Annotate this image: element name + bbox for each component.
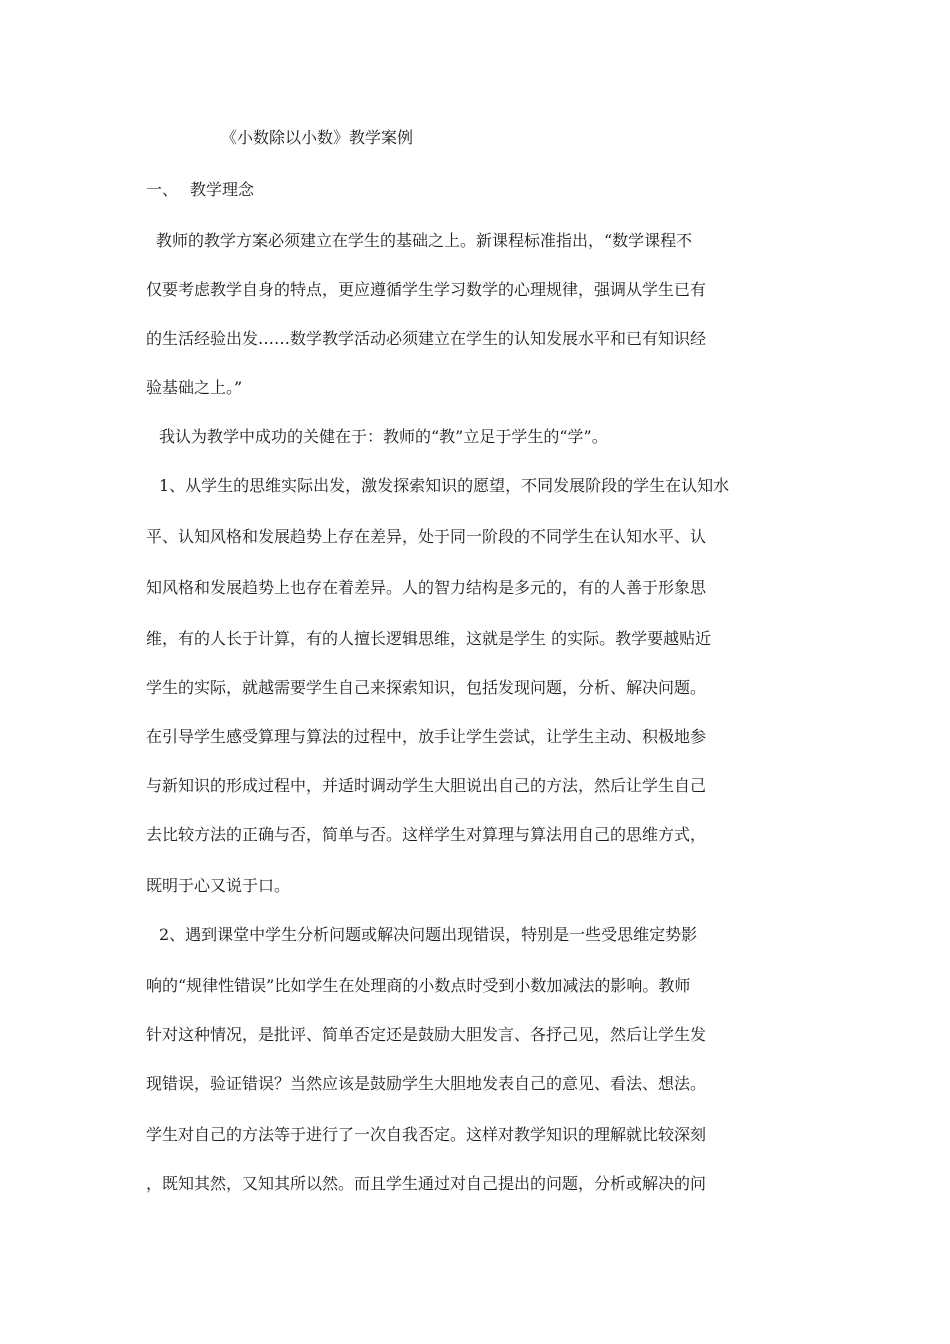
text-line: ，既知其然，又知其所以然。而且学生通过对自己提出的问题，分析或解决的问 (146, 1174, 707, 1193)
text-line: 1、从学生的思维实际出发，激发探索知识的愿望，不同发展阶段的学生在认知水 (159, 476, 730, 495)
text-line: 验基础之上。” (146, 378, 243, 397)
text-line: 学生的实际，就越需要学生自己来探索知识，包括发现问题，分析、解决问题。 (146, 678, 707, 697)
section-title: 教学理念 (190, 180, 255, 199)
text-line: 我认为教学中成功的关健在于：教师的“教”立足于学生的“学”。 (159, 427, 608, 446)
text-line: 平、认知风格和发展趋势上存在差异，处于同一阶段的不同学生在认知水平、认 (146, 527, 707, 546)
text-line: 现错误，验证错误？当然应该是鼓励学生大胆地发表自己的意见、看法、想法。 (146, 1074, 707, 1093)
text-line: 维，有的人长于计算，有的人擅长逻辑思维，这就是学生 的实际。教学要越贴近 (146, 629, 712, 648)
text-line: 去比较方法的正确与否，简单与否。这样学生对算理与算法用自己的思维方式， (146, 825, 707, 844)
text-line: 针对这种情况，是批评、简单否定还是鼓励大胆发言、各抒己见，然后让学生发 (146, 1025, 707, 1044)
document-title: 《小数除以小数》教学案例 (221, 128, 414, 147)
section-heading (146, 178, 254, 202)
text-line: 的生活经验出发……数学教学活动必须建立在学生的认知发展水平和已有知识经 (146, 329, 707, 348)
text-line: 在引导学生感受算理与算法的过程中，放手让学生尝试，让学生主动、积极地参 (146, 727, 707, 746)
text-line: 响的“规律性错误”比如学生在处理商的小数点时受到小数加减法的影响。教师 (146, 976, 691, 995)
section-number: 一、 (146, 180, 179, 199)
text-line: 教师的教学方案必须建立在学生的基础之上。新课程标准指出，“数学课程不 (156, 231, 693, 250)
text-line: 既明于心又说于口。 (146, 876, 291, 895)
text-line: 仅要考虑教学自身的特点，更应遵循学生学习数学的心理规律，强调从学生已有 (146, 280, 707, 299)
text-line: 学生对自己的方法等于进行了一次自我否定。这样对教学知识的理解就比较深刻 (146, 1125, 707, 1144)
text-line: 知风格和发展趋势上也存在着差异。人的智力结构是多元的，有的人善于形象思 (146, 578, 707, 597)
text-line: 2、遇到课堂中学生分析问题或解决问题出现错误，特别是一些受思维定势影 (159, 925, 698, 944)
text-line: 与新知识的形成过程中，并适时调动学生大胆说出自己的方法，然后让学生自己 (146, 776, 707, 795)
